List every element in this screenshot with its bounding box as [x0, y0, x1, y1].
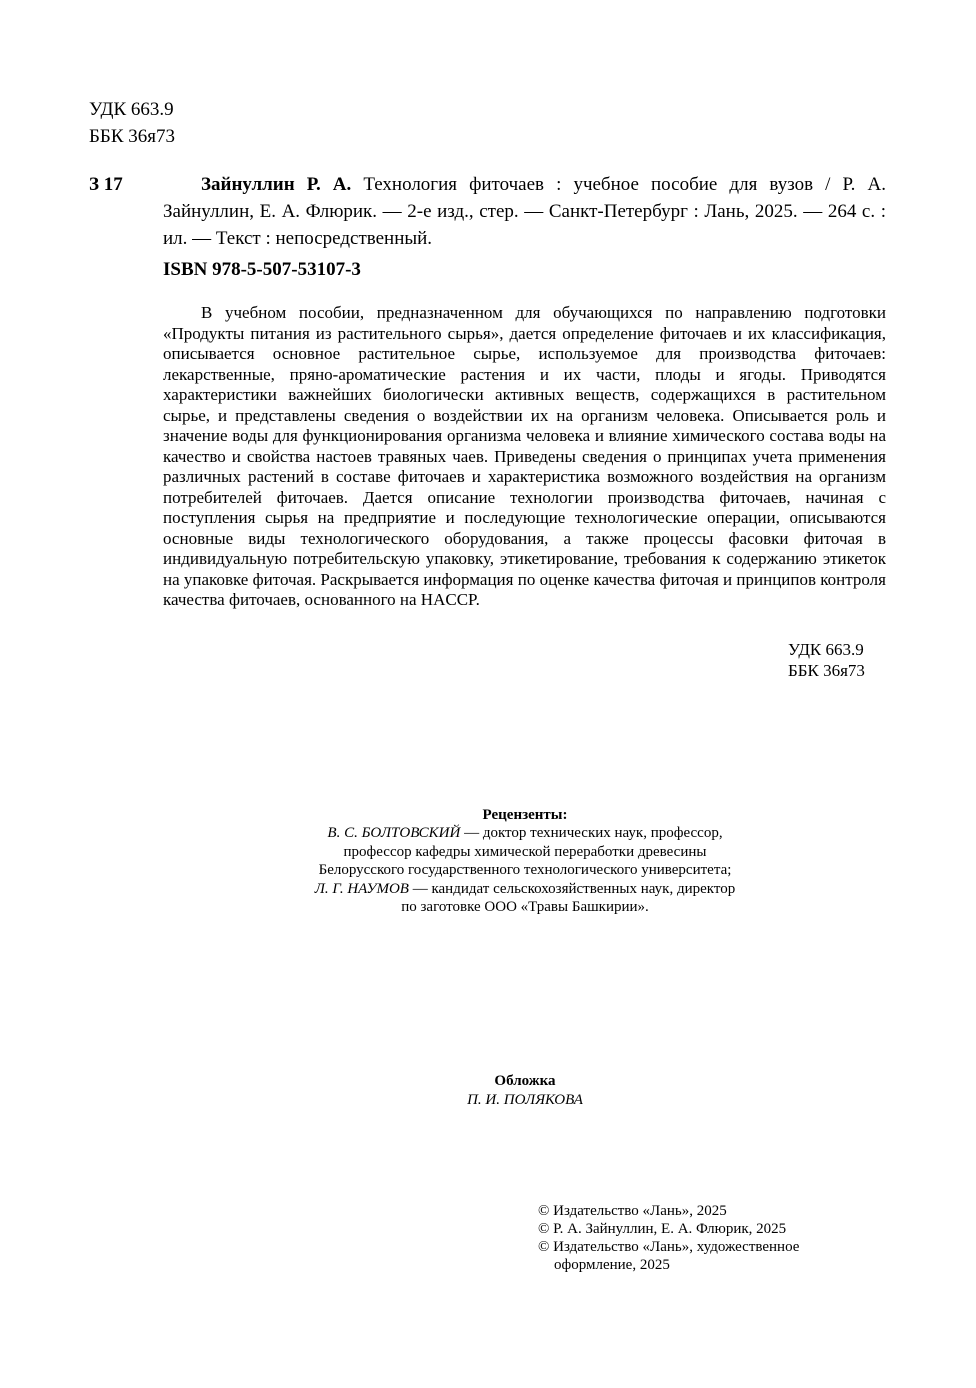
bibliographic-description: Технология фиточаев : учебное пособие для вузов / Р. А. Зайнуллин, Е. А. Флюрик. — 2-е изд., стер. — Санкт-Петербург : Лань, 2025. — 264 с. : ил. — Текст : непосредственный.: [163, 174, 886, 249]
reviewers-block: [250, 806, 800, 916]
bbk-code: ББК 36я73: [89, 126, 175, 147]
isbn: ISBN 978-5-507-53107-3: [163, 259, 361, 280]
cover-credit: [400, 1072, 650, 1110]
copyright-block: [538, 1202, 878, 1274]
reviewer-1-affiliation: Белорусского государственного технологического университета;: [318, 862, 732, 879]
bibliographic-record: [163, 171, 886, 252]
copyright-line: © Издательство «Лань», 2025: [538, 1203, 727, 1219]
classification-codes-top: [89, 96, 175, 150]
author-name: Зайнуллин Р. А.: [201, 174, 352, 195]
reviewers-heading: Рецензенты:: [482, 807, 568, 823]
reviewer-2-name: Л. Г. НАУМОВ: [314, 880, 409, 897]
copyright-line: © Р. А. Зайнуллин, Е. А. Флюрик, 2025: [538, 1221, 787, 1237]
copyright-line-continuation: оформление, 2025: [554, 1257, 670, 1273]
reviewer-2-position: по заготовке ООО «Травы Башкирии».: [401, 899, 649, 916]
bbk-code: ББК 36я73: [788, 661, 865, 680]
author-index: З 17: [89, 174, 123, 195]
reviewer-1-name: В. С. БОЛТОВСКИЙ: [327, 825, 461, 842]
abstract-paragraph: В учебном пособии, предназначенном для обучающихся по направлению подготовки «Продукты питания из растительного сырья», дается определение фиточаев и их классификация, описывается основное растительное сырье, используемое для производства фиточаев: лекарственные, пряно-ароматические растения и их части, плоды и ягоды. Приводятся характеристики важнейших биологически активных веществ, содержащихся в растительном сырье, и представлены сведения о воздействии их на организм человека. Описывается роль и значение воды для функционирования организма человека и влияние химического состава воды на качество и свойства настоев травяных чаев. Приведены сведения о принципах учета применения различных растений в составе фиточаев и характеристика возможного воздействия на организм потребителей фиточаев. Дается описание технологии производства фиточаев, начиная с поступления сырья на предприятие и последующие технологические операции, описываются основные виды технологического оборудования, а также процессы фасовки фиточая в индивидуальную потребительскую упаковку, этикетирование, требования к содержанию этикеток на упаковке фиточая. Раскрывается информация по оценке качества фиточая и принципов контроля качества фиточаев, основанного на HACCP.: [163, 303, 886, 609]
udk-code: УДК 663.9: [788, 640, 864, 659]
cover-designer: П. И. ПОЛЯКОВА: [467, 1092, 583, 1108]
copyright-line: © Издательство «Лань», художественное: [538, 1239, 800, 1255]
reviewer-2-title: — кандидат сельскохозяйственных наук, директор: [408, 880, 736, 897]
reviewer-1-title: — доктор технических наук, профессор,: [460, 825, 723, 842]
reviewer-2: [250, 880, 800, 898]
reviewer-1-position: профессор кафедры химической переработки древесины: [343, 843, 707, 860]
reviewer-1: [250, 824, 800, 842]
cover-heading: Обложка: [494, 1073, 556, 1089]
udk-code: УДК 663.9: [89, 99, 174, 120]
classification-codes-bottom: [788, 639, 865, 681]
